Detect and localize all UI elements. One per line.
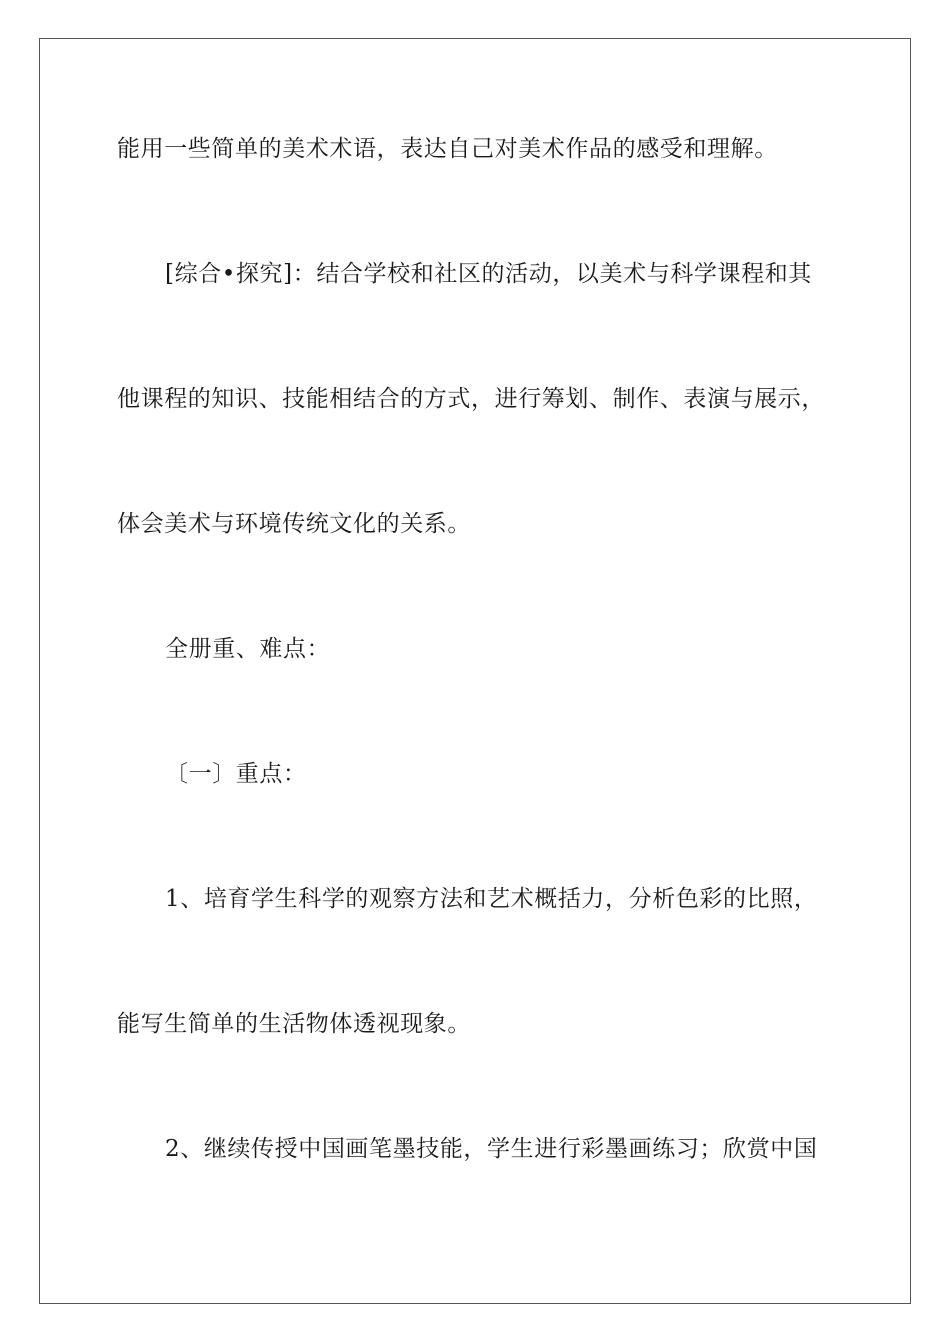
list-item-1-continued: 能写生简单的生活物体透视现象。 xyxy=(117,1011,471,1037)
list-item-1: 1、培育学生科学的观察方法和艺术概括力，分析色彩的比照， xyxy=(165,886,818,912)
page-border xyxy=(39,38,911,1304)
text-line-2: [综合•探究]：结合学校和社区的活动，以美术与科学课程和其 xyxy=(165,261,812,287)
section-heading-key-points: 全册重、难点： xyxy=(165,636,331,662)
text-line-1: 能用一些简单的美术术语，表达自己对美术作品的感受和理解。 xyxy=(117,136,778,162)
text-line-4: 体会美术与环境传统文化的关系。 xyxy=(117,511,471,537)
text-line-3: 他课程的知识、技能相结合的方式，进行筹划、制作、表演与展示， xyxy=(117,386,825,412)
list-item-2: 2、继续传授中国画笔墨技能，学生进行彩墨画练习；欣赏中国 xyxy=(165,1136,818,1162)
subsection-heading-focus: 〔一〕重点： xyxy=(165,761,307,787)
